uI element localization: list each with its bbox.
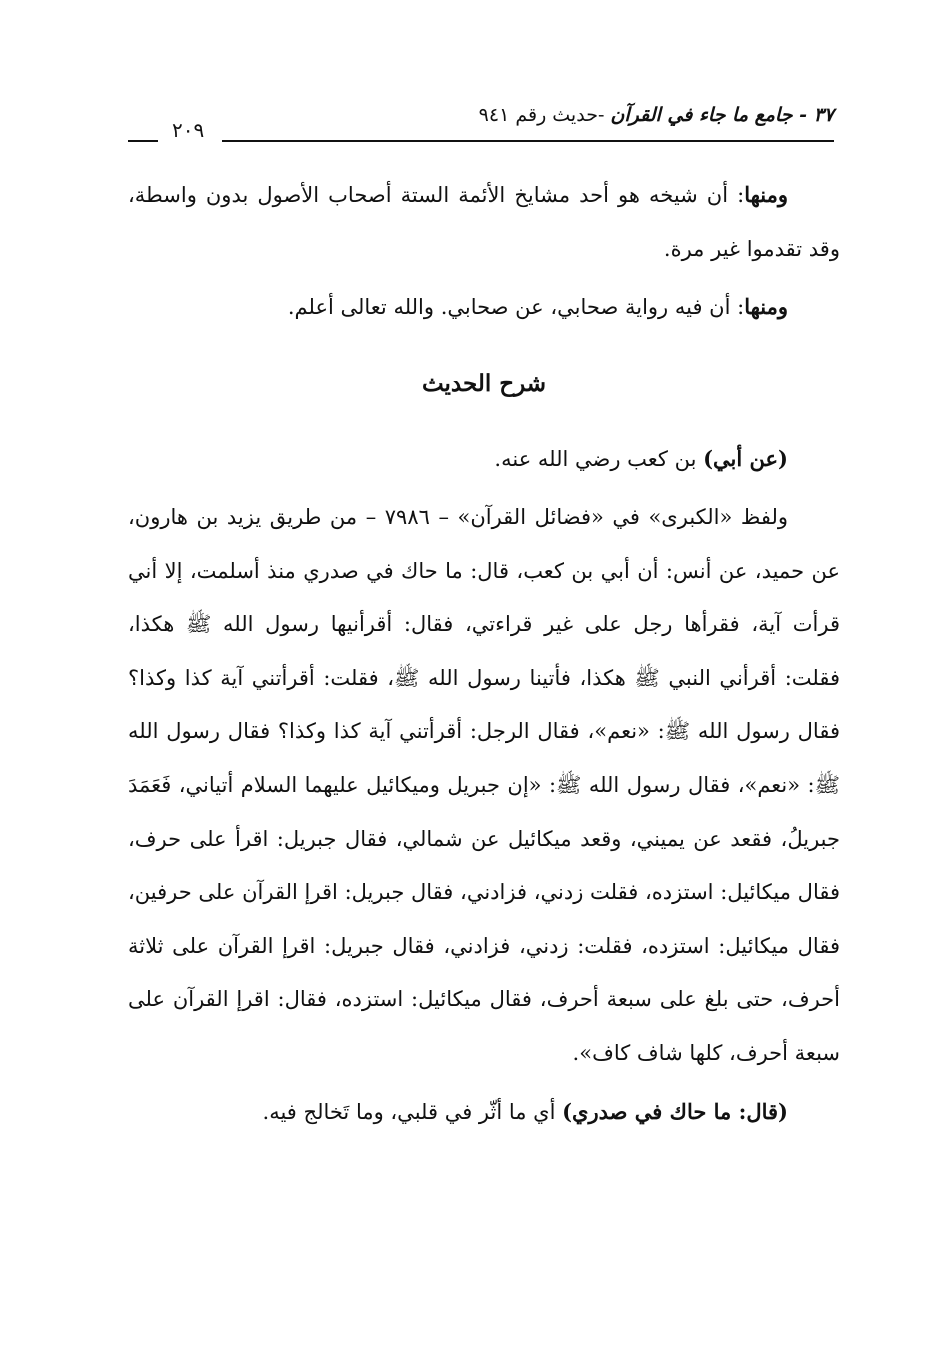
paragraph-1-text: : أن شيخه هو أحد مشايخ الأئمة الستة أصحاب الأصول بدون واسطة، وقد تقدموا غير مرة. <box>128 183 840 261</box>
hadith-label: حديث رقم ٩٤١ <box>478 104 598 126</box>
chapter-number: ٣٧ <box>813 104 834 126</box>
section-title: شرح الحديث <box>421 369 547 397</box>
chapter-title: جامع ما جاء في القرآن <box>610 104 793 126</box>
paragraph-2-text: : أن فيه رواية صحابي، عن صحابي. والله تعالى أعلم. <box>287 295 745 320</box>
paragraph-4: ولفظ «الكبرى» في «فضائل القرآن» – ٧٩٨٦ – من طريق يزيد بن هارون، عن حميد، عن أنس: أن أبي بن كعب، قال: ما حاك في صدري منذ أسلمت، إلا أني قرأت آية، فقرأها رجل على غير قراءتي، فقال: أقرأنيها رسول الله ﷺ هكذا، فقلت: أقرأني النبي ﷺ هكذا، فأتينا رسول الله ﷺ، فقلت: أقرأتني آية كذا وكذا؟ فقال رسول الله ﷺ: «نعم»، فقال الرجل: أقرأتني آية كذا وكذا؟ فقال رسول الله ﷺ: «نعم»، فقال رسول الله ﷺ: «إن جبريل وميكائيل عليهما السلام أتياني، فَعَمَدَ جبريلُ، فقعد عن يميني، وقعد ميكائيل عن شمالي، فقال جبريل: اقرأ على حرف، فقال ميكائيل: استزده، فقلت زدني، فزادني، فقال جبريل: اقرإ القرآن على حرفين، فقال ميكائيل: استزده، فقلت: زدني، فزادني، فقال جبريل: اقرإ القرآن على ثلاثة أحرف، حتى بلغ على سبعة أحرف، فقال ميكائيل: استزده، فقال: اقرإ القرآن على سبعة أحرف، كلها شاف كاف». <box>128 504 840 1065</box>
paragraph-3-text: بن كعب رضي الله عنه. <box>494 447 704 472</box>
header-rule-short <box>128 140 158 142</box>
paragraph-5-text: أي ما أثّر في قلبي، وما تَخالج فيه. <box>262 1099 563 1124</box>
running-header <box>128 100 834 148</box>
paragraph-5 <box>128 1085 840 1140</box>
paragraph-1 <box>128 168 840 276</box>
paragraph-5-lead: (قال: ما حاك في صدري) <box>562 1098 788 1124</box>
paragraph-2-lead: ومنها <box>744 294 788 320</box>
page-body <box>128 168 840 1139</box>
paragraph-3-lead: (عن أبي) <box>703 446 788 472</box>
header-title: ٣٧ - جامع ما جاء في القرآن -حديث رقم ٩٤١ <box>478 104 834 126</box>
paragraph-3 <box>128 432 840 487</box>
paragraph-2 <box>128 280 840 335</box>
page-number: ٢٠٩ <box>172 118 205 142</box>
paragraph-1-lead: ومنها <box>744 182 788 207</box>
header-rule <box>222 140 834 142</box>
